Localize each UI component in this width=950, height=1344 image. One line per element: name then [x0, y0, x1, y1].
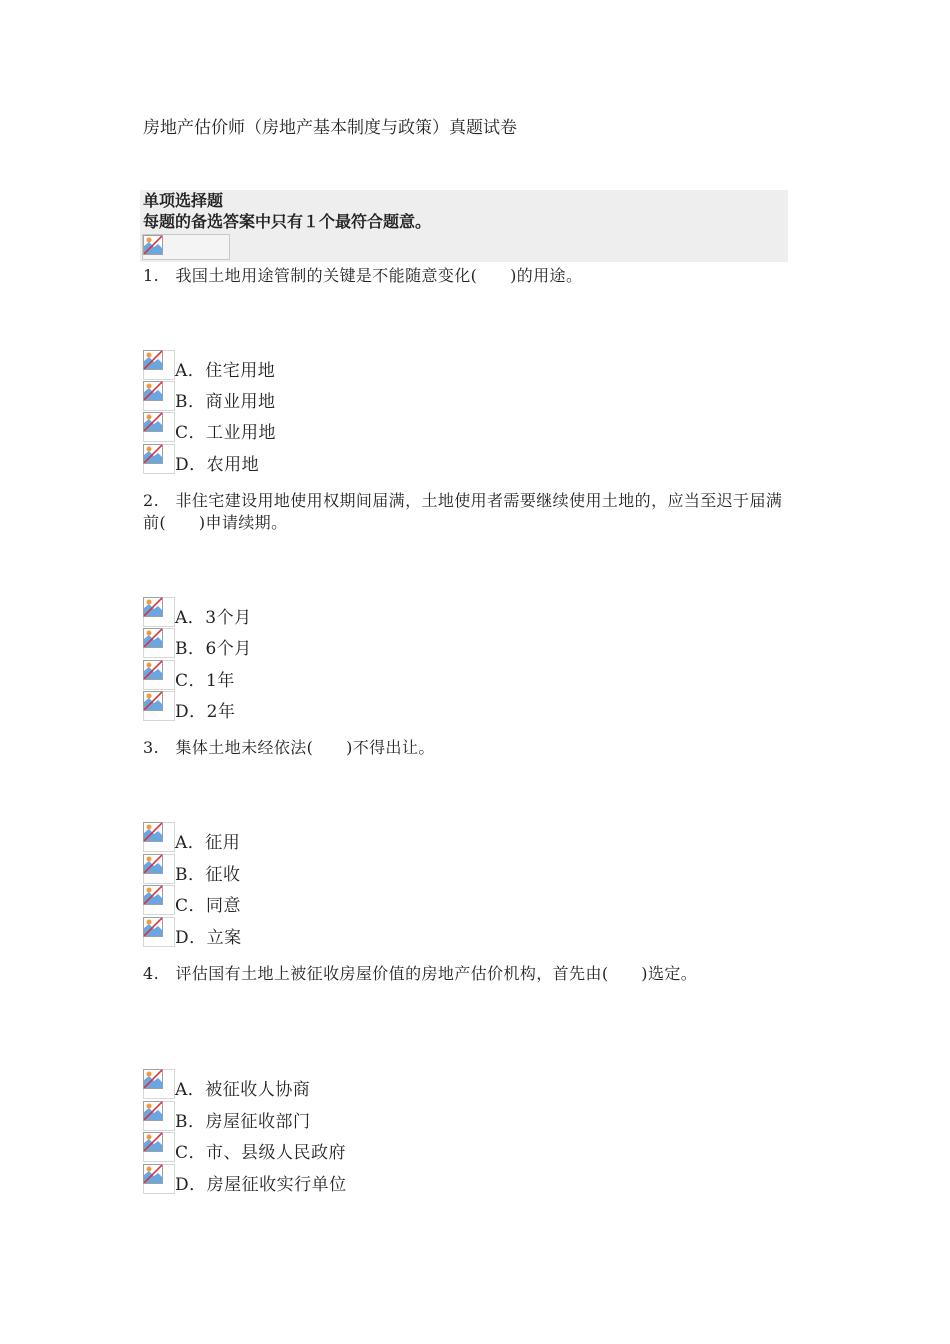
broken-image-icon — [143, 1132, 163, 1152]
section-heading: 单项选择题 — [143, 191, 224, 210]
option-q1-b[interactable] — [143, 391, 543, 417]
option-q1-a[interactable] — [143, 360, 543, 386]
option-label: B．商业用地 — [175, 392, 276, 412]
option-q3-b[interactable] — [143, 864, 543, 890]
option-label: B．房屋征收部门 — [175, 1112, 311, 1132]
option-q2-a[interactable] — [143, 607, 543, 633]
option-q2-b[interactable] — [143, 638, 543, 664]
option-q3-c[interactable] — [143, 895, 543, 921]
question-4: 4. 评估国有土地上被征收房屋价值的房地产估价机构，首先由( )选定。 — [143, 964, 698, 983]
option-q3-d[interactable] — [143, 927, 543, 953]
option-q4-b[interactable] — [143, 1111, 543, 1137]
option-q2-d[interactable] — [143, 701, 543, 727]
option-label: C．1年 — [175, 671, 235, 691]
option-q4-a[interactable] — [143, 1079, 543, 1105]
broken-image-icon — [143, 381, 163, 401]
option-label: A．被征收人协商 — [175, 1080, 311, 1100]
option-label: D．房屋征收实行单位 — [175, 1175, 347, 1195]
option-q1-d[interactable] — [143, 454, 543, 480]
section-image-placeholder — [142, 234, 230, 260]
section-note: 每题的备选答案中只有１个最符合题意。 — [143, 212, 432, 231]
broken-image-icon — [143, 1164, 163, 1184]
option-label: D．立案 — [175, 928, 242, 948]
broken-image-icon — [143, 691, 163, 711]
option-label: D．农用地 — [175, 455, 260, 475]
broken-image-icon — [143, 235, 163, 255]
option-label: D．2年 — [175, 702, 236, 722]
option-label: C．市、县级人民政府 — [175, 1143, 347, 1163]
question-2: 2. 非住宅建设用地使用权期间届满，土地使用者需要继续使用土地的，应当至迟于届满前( )申请续期。 — [143, 491, 783, 532]
option-label: A．3个月 — [175, 608, 252, 628]
broken-image-icon — [143, 1069, 163, 1089]
broken-image-icon — [143, 412, 163, 432]
broken-image-icon — [143, 1101, 163, 1121]
broken-image-icon — [143, 822, 163, 842]
section-header — [140, 190, 788, 262]
question-3: 3. 集体土地未经依法( )不得出让。 — [143, 738, 435, 757]
option-label: C．工业用地 — [175, 423, 277, 443]
option-label: B．6个月 — [175, 639, 252, 659]
option-label: A．征用 — [175, 833, 241, 853]
option-label: A．住宅用地 — [175, 361, 276, 381]
broken-image-icon — [143, 350, 163, 370]
option-q2-c[interactable] — [143, 670, 543, 696]
broken-image-icon — [143, 885, 163, 905]
broken-image-icon — [143, 854, 163, 874]
broken-image-icon — [143, 444, 163, 464]
option-label: C．同意 — [175, 896, 242, 916]
option-q1-c[interactable] — [143, 422, 543, 448]
page-title: 房地产估价师（房地产基本制度与政策）真题试卷 — [143, 118, 517, 138]
option-q3-a[interactable] — [143, 832, 543, 858]
option-label: B．征收 — [175, 865, 241, 885]
broken-image-icon — [143, 597, 163, 617]
broken-image-icon — [143, 628, 163, 648]
option-q4-c[interactable] — [143, 1142, 543, 1168]
broken-image-icon — [143, 917, 163, 937]
broken-image-icon — [143, 660, 163, 680]
question-1: 1. 我国土地用途管制的关键是不能随意变化( )的用途。 — [143, 266, 583, 285]
option-q4-d[interactable] — [143, 1174, 543, 1200]
